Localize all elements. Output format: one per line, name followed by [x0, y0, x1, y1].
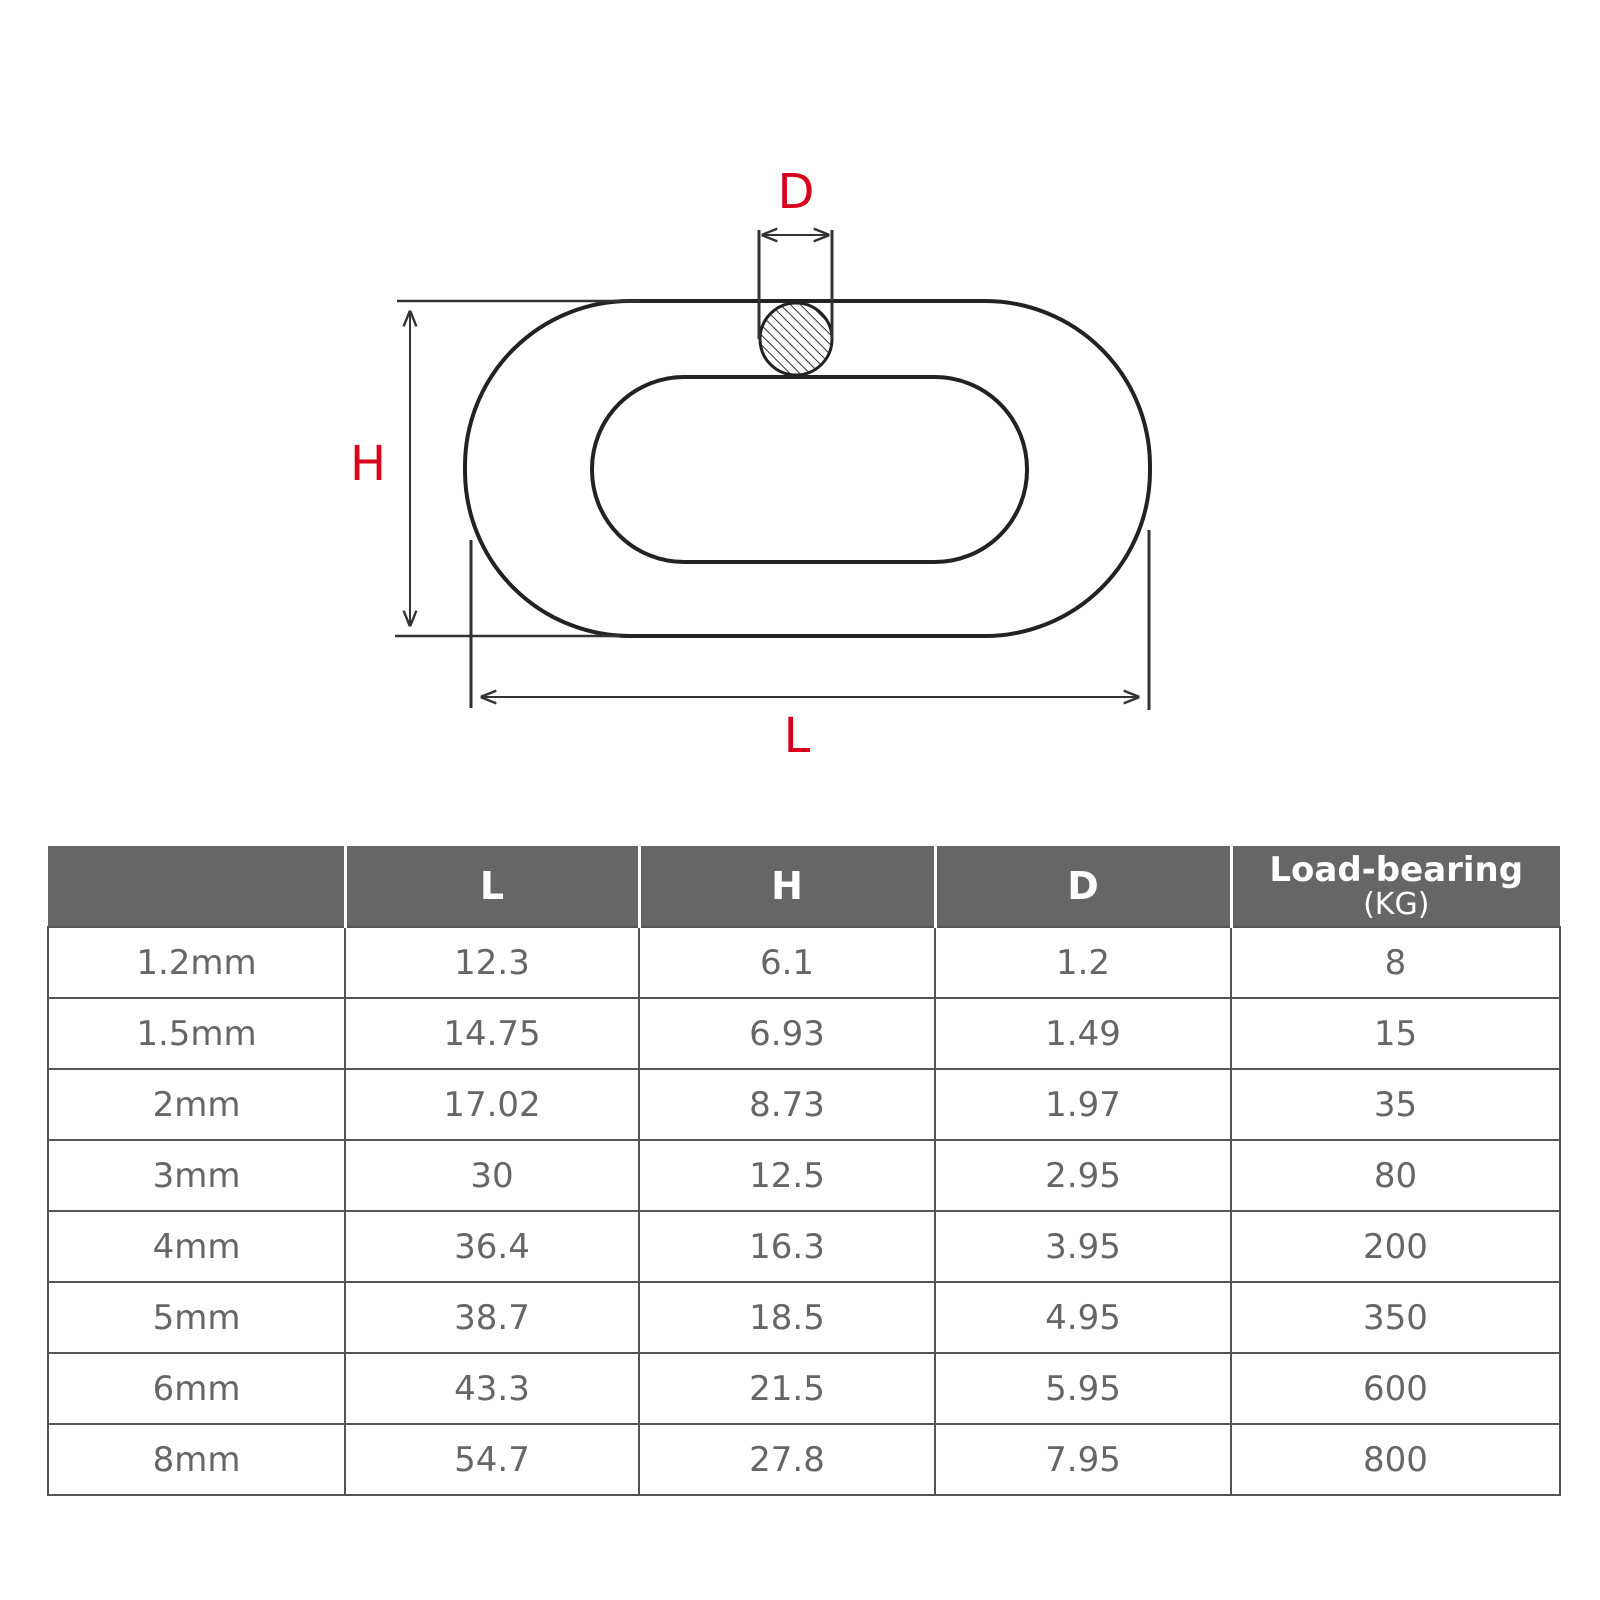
cell-h: 21.5	[639, 1353, 935, 1424]
cell-load: 15	[1231, 998, 1560, 1069]
link-inner-outline	[592, 377, 1027, 562]
cell-d: 1.49	[935, 998, 1231, 1069]
table-row	[48, 1211, 1560, 1282]
cell-load: 35	[1231, 1069, 1560, 1140]
cell-d: 3.95	[935, 1211, 1231, 1282]
cell-l: 54.7	[345, 1424, 639, 1495]
cell-l: 30	[345, 1140, 639, 1211]
wire-cross-section	[760, 303, 832, 375]
cell-load: 800	[1231, 1424, 1560, 1495]
cell-size: 8mm	[48, 1424, 345, 1495]
cell-h: 12.5	[639, 1140, 935, 1211]
cell-d: 2.95	[935, 1140, 1231, 1211]
table-row	[48, 1140, 1560, 1211]
header-size	[48, 846, 345, 927]
header-h: H	[639, 846, 935, 927]
cell-load: 600	[1231, 1353, 1560, 1424]
cell-size: 2mm	[48, 1069, 345, 1140]
header-load-bearing	[1231, 846, 1560, 927]
cell-d: 7.95	[935, 1424, 1231, 1495]
cell-h: 6.1	[639, 927, 935, 998]
cell-h: 16.3	[639, 1211, 935, 1282]
cell-size: 1.5mm	[48, 998, 345, 1069]
table-row	[48, 1282, 1560, 1353]
d-dimension-label: D	[777, 164, 815, 220]
cell-load: 8	[1231, 927, 1560, 998]
cell-load: 200	[1231, 1211, 1560, 1282]
cell-size: 6mm	[48, 1353, 345, 1424]
l-dimension-label: L	[783, 708, 811, 764]
cell-l: 14.75	[345, 998, 639, 1069]
cell-d: 5.95	[935, 1353, 1231, 1424]
cell-size: 1.2mm	[48, 927, 345, 998]
cell-size: 4mm	[48, 1211, 345, 1282]
cell-l: 12.3	[345, 927, 639, 998]
cell-h: 6.93	[639, 998, 935, 1069]
cell-load: 350	[1231, 1282, 1560, 1353]
cell-l: 36.4	[345, 1211, 639, 1282]
cell-d: 1.2	[935, 927, 1231, 998]
cell-l: 43.3	[345, 1353, 639, 1424]
table-row	[48, 1069, 1560, 1140]
table-row	[48, 1424, 1560, 1495]
table-row	[48, 927, 1560, 998]
cell-d: 1.97	[935, 1069, 1231, 1140]
table-header-row	[48, 846, 1560, 927]
header-d: D	[935, 846, 1231, 927]
spec-table	[47, 846, 1561, 1496]
table-row	[48, 998, 1560, 1069]
cell-h: 27.8	[639, 1424, 935, 1495]
h-dimension-label: H	[349, 436, 387, 492]
cell-size: 3mm	[48, 1140, 345, 1211]
header-load-bearing-unit: (KG)	[1363, 887, 1430, 922]
cell-load: 80	[1231, 1140, 1560, 1211]
cell-h: 18.5	[639, 1282, 935, 1353]
cell-l: 38.7	[345, 1282, 639, 1353]
cell-l: 17.02	[345, 1069, 639, 1140]
table-row	[48, 1353, 1560, 1424]
cell-size: 5mm	[48, 1282, 345, 1353]
header-load-bearing-label: Load-bearing	[1269, 850, 1524, 890]
header-l: L	[345, 846, 639, 927]
cell-h: 8.73	[639, 1069, 935, 1140]
cell-d: 4.95	[935, 1282, 1231, 1353]
